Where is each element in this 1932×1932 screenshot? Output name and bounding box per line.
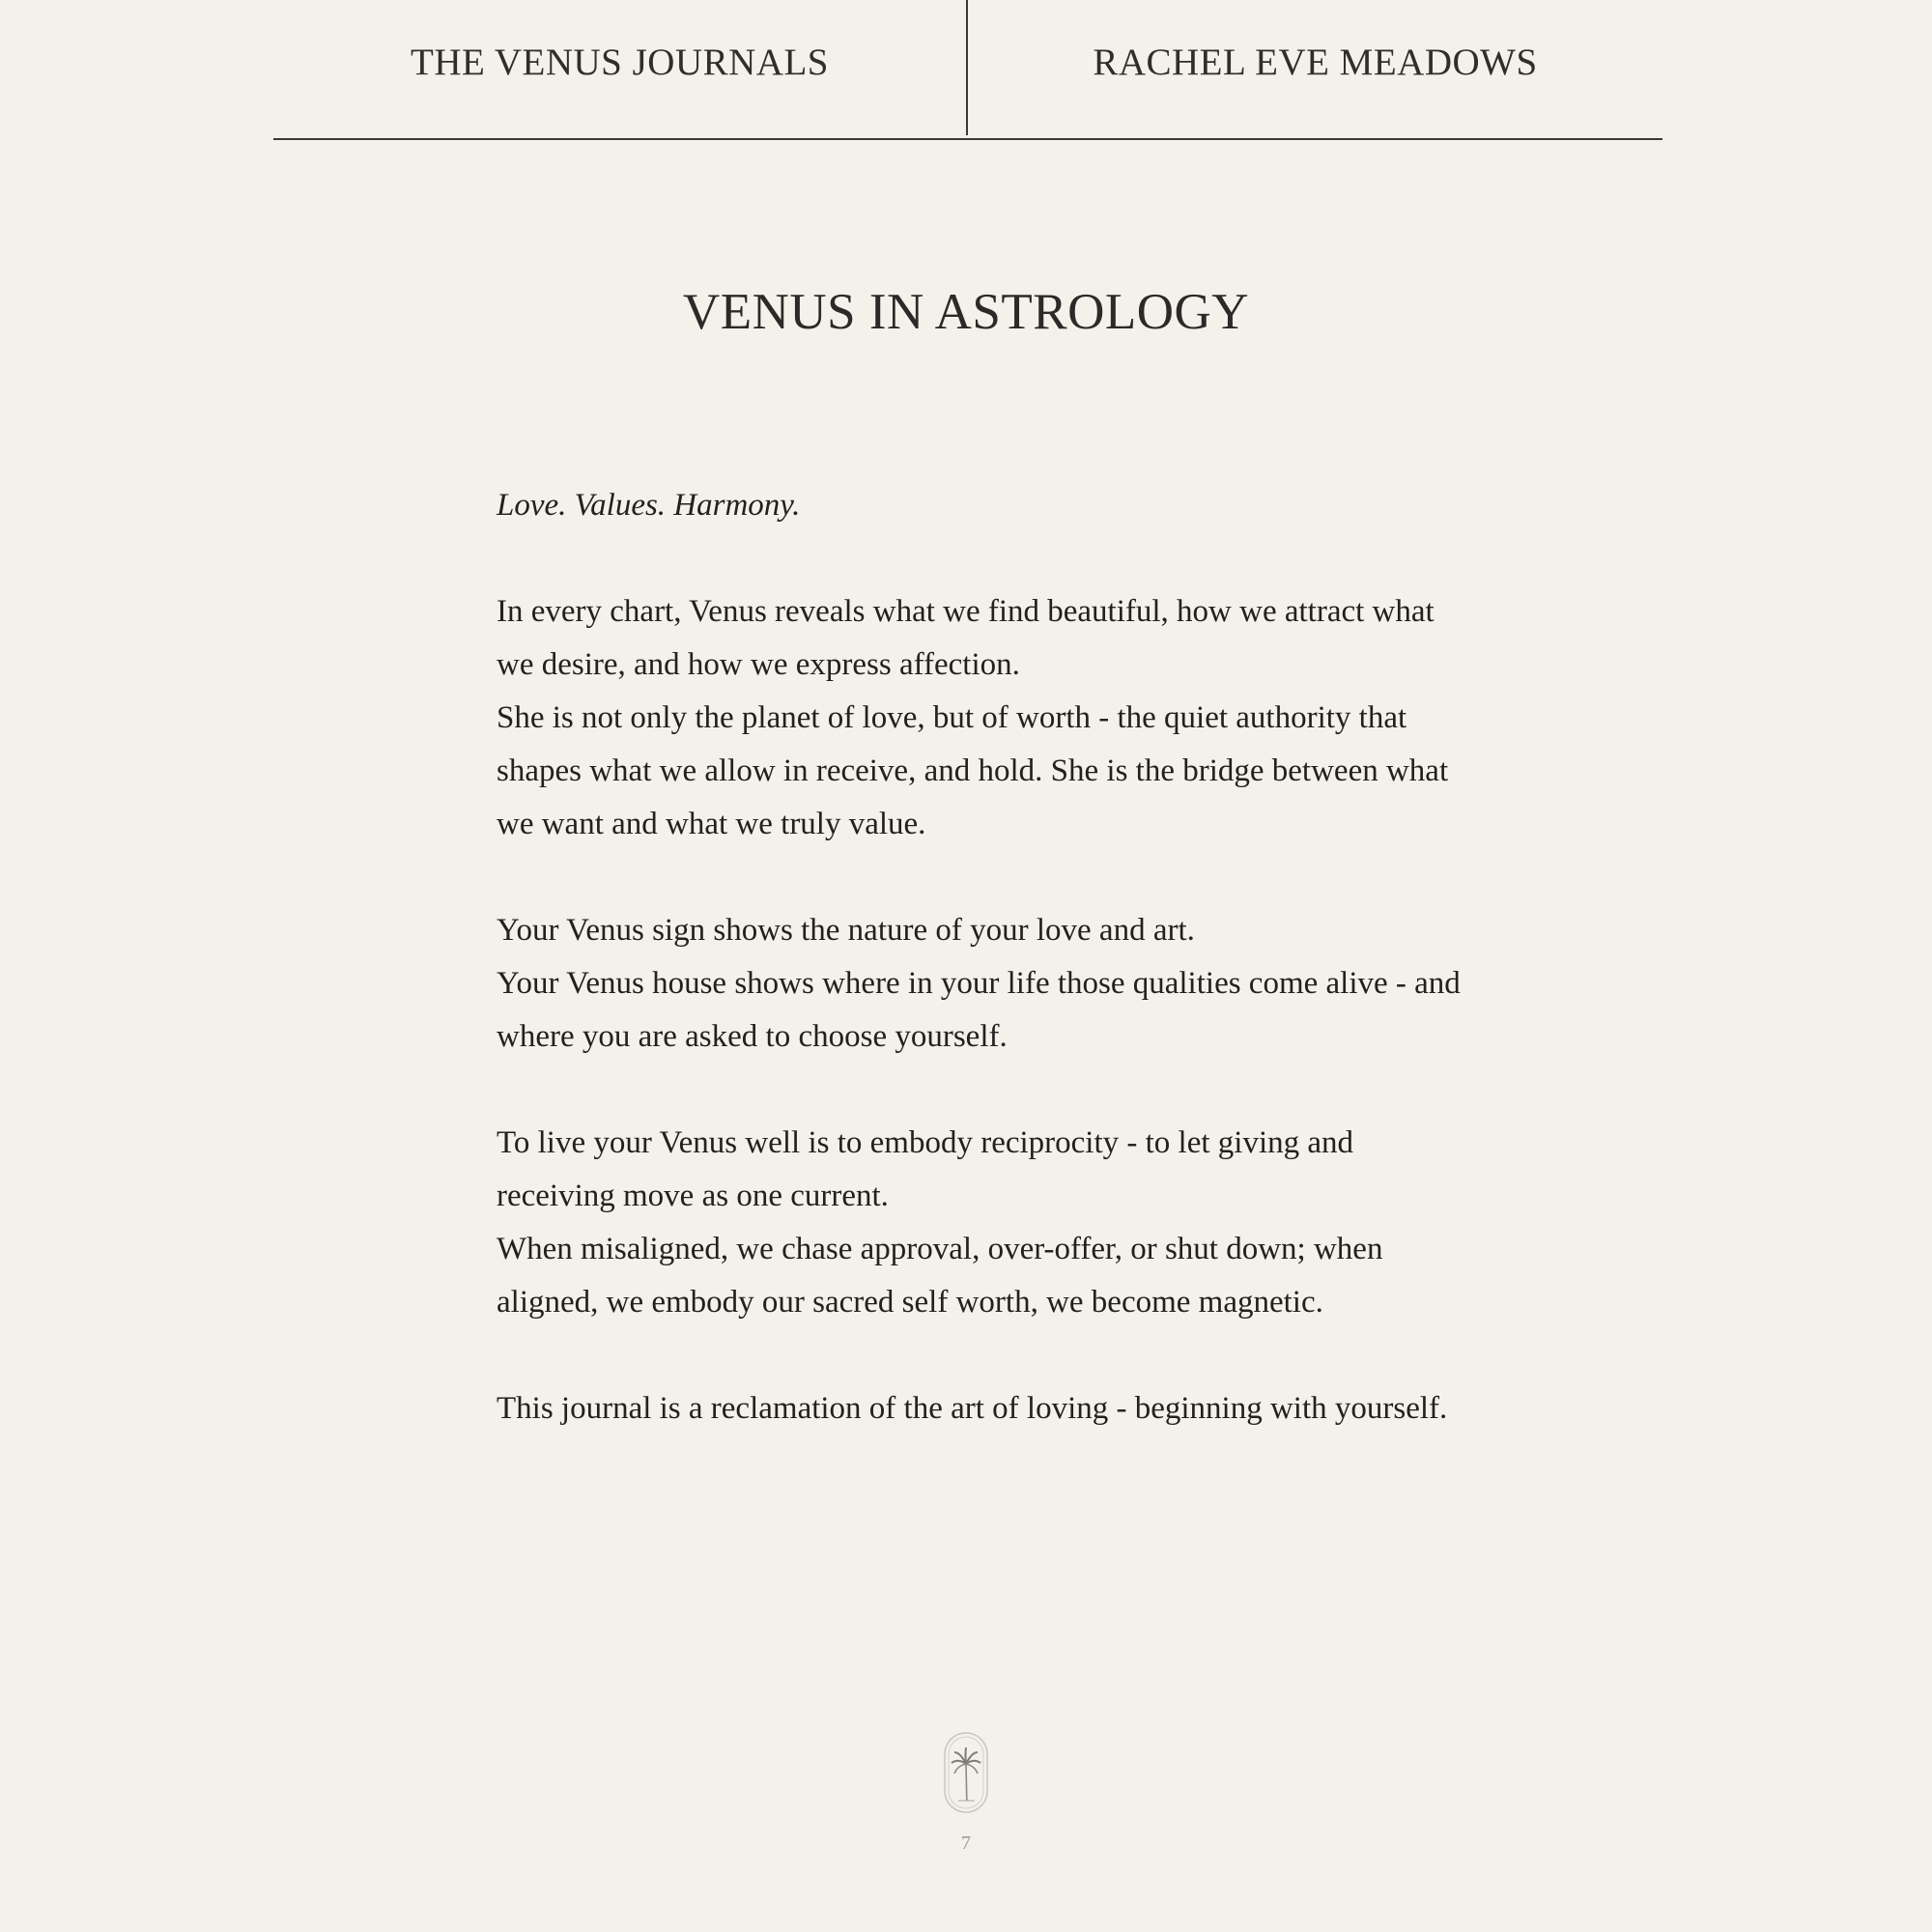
paragraph: To live your Venus well is to embody reciprocity - to let giving and receiving move as one current. (497, 1125, 1354, 1213)
journal-title: THE VENUS JOURNALS (411, 42, 829, 83)
page-header (273, 0, 1662, 140)
paragraph: This journal is a reclamation of the art of loving - beginning with yourself. (497, 1391, 1448, 1426)
palm-tree-arch-icon (943, 1731, 989, 1814)
paragraph-gap (497, 532, 1463, 585)
body-text (497, 479, 1463, 1435)
tagline: Love. Values. Harmony. (497, 488, 801, 523)
paragraph-gap (497, 1064, 1463, 1117)
page-number: 7 (961, 1833, 971, 1854)
paragraph-gap (497, 1329, 1463, 1382)
author-name: RACHEL EVE MEADOWS (1093, 42, 1538, 83)
paragraph: She is not only the planet of love, but of worth - the quiet authority that shapes what we allow in receive, and hold. She is the bridge between what we want and what we truly value. (497, 700, 1449, 841)
paragraph: Your Venus house shows where in your life those qualities come alive - and where you are asked to choose yourself. (497, 966, 1461, 1054)
page-title: VENUS IN ASTROLOGY (682, 284, 1250, 340)
paragraph-gap (497, 851, 1463, 904)
paragraph: In every chart, Venus reveals what we find beautiful, how we attract what we desire, and how we express affection. (497, 594, 1435, 682)
paragraph: Your Venus sign shows the nature of your love and art. (497, 913, 1195, 948)
paragraph: When misaligned, we chase approval, over-offer, or shut down; when aligned, we embody our sacred self worth, we become magnetic. (497, 1232, 1383, 1320)
